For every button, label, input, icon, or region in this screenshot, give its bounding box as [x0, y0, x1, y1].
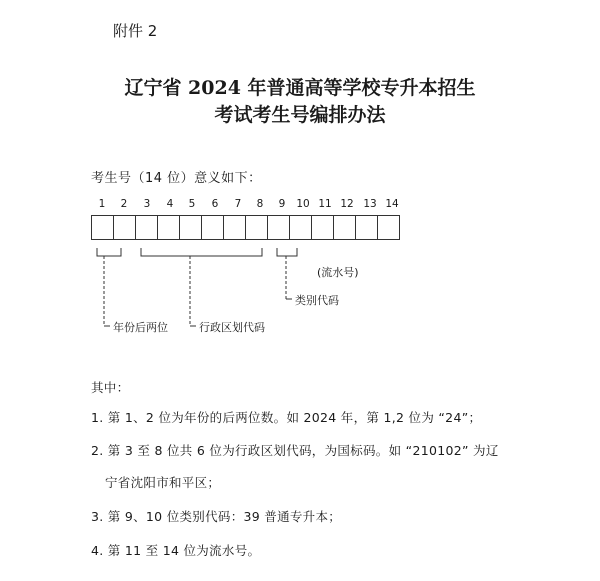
- note-item-2: 2. 第 3 至 8 位共 6 位为行政区划代码，为国标码。如 “210102” 为辽: [91, 443, 499, 458]
- year-bracket: [97, 248, 121, 256]
- digit-position: 12: [340, 198, 354, 210]
- digit-position: 7: [234, 198, 242, 210]
- intro-text: 考生号（14 位）意义如下：: [91, 171, 262, 186]
- notes-heading: 其中：: [91, 380, 130, 395]
- note-item-3: 3. 第 9、10 位类别代码：39 普通专升本；: [91, 509, 342, 524]
- digit-position: 2: [120, 198, 128, 210]
- digit-position: 6: [211, 198, 219, 210]
- digit-position: 11: [318, 198, 332, 210]
- note-item-1: 1. 第 1、2 位为年份的后两位数。如 2024 年，第 1,2 位为 “24”；: [91, 410, 482, 425]
- digit-position: 4: [166, 198, 174, 210]
- digit-position: 14: [385, 198, 399, 210]
- digit-position: 8: [256, 198, 264, 210]
- digit-position: 10: [296, 198, 310, 210]
- document-title-line-2: 考试考生号编排办法: [214, 104, 386, 126]
- document-title-line-1: 辽宁省 2024 年普通高等学校专升本招生: [124, 77, 476, 99]
- region-code-label: 行政区划代码: [199, 321, 265, 334]
- digit-position: 3: [143, 198, 151, 210]
- note-item-4: 4. 第 11 至 14 位为流水号。: [91, 543, 261, 558]
- attachment-label: 附件 2: [113, 22, 158, 40]
- digit-position: 9: [278, 198, 286, 210]
- serial-number-label: (流水号): [317, 266, 359, 279]
- digit-position: 13: [363, 198, 377, 210]
- digit-position: 5: [188, 198, 196, 210]
- region-bracket: [141, 248, 262, 256]
- category-bracket: [277, 248, 297, 256]
- digit-position: 1: [98, 198, 106, 210]
- note-item-2-continued: 宁省沈阳市和平区；: [105, 475, 221, 490]
- year-digits-label: 年份后两位: [113, 321, 168, 334]
- category-code-label: 类别代码: [295, 294, 339, 307]
